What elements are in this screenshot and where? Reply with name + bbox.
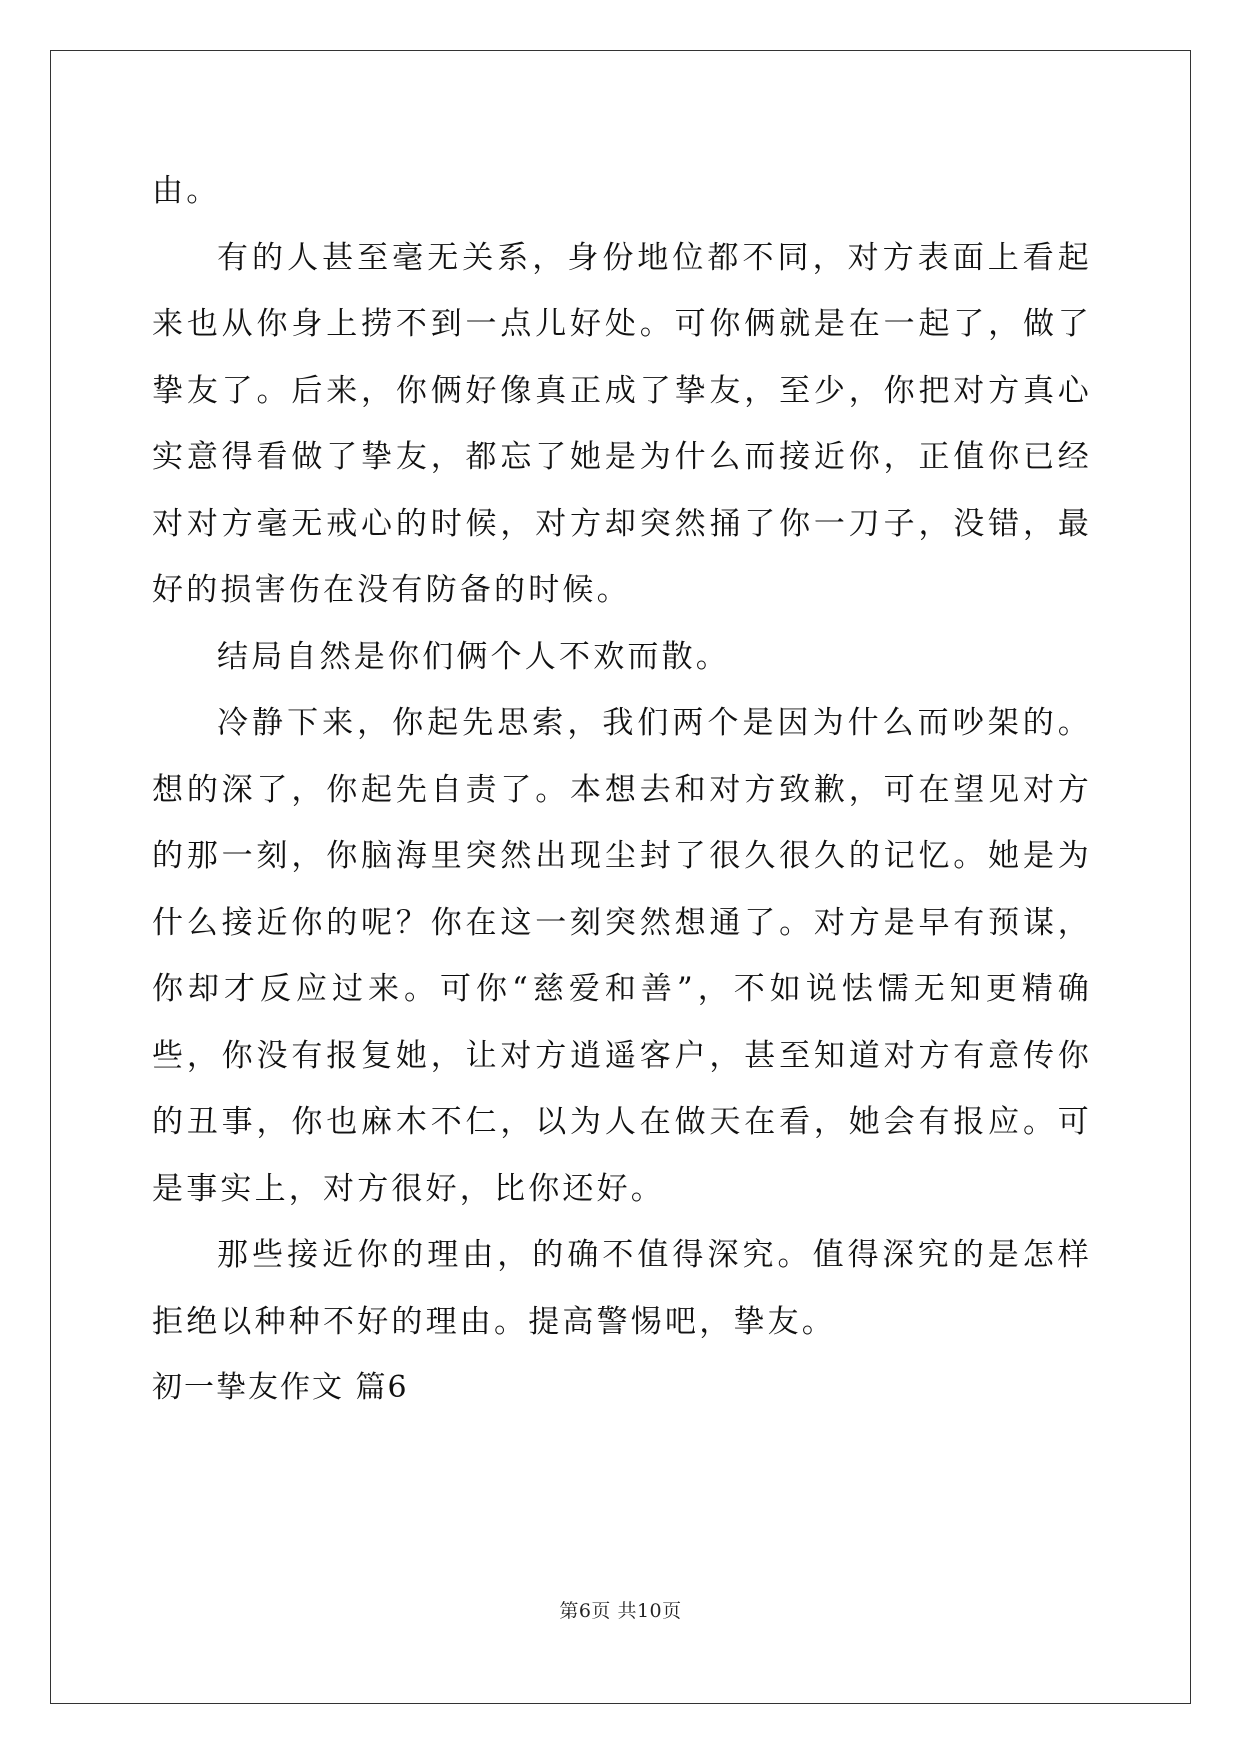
paragraph-continuation: 由。 [152,173,221,209]
section-heading: 初一挚友作文 篇6 [152,1370,409,1405]
paragraph-3: 冷静下来，你起先思索，我们两个是因为什么而吵架的。想的深了，你起先自责了。本想去和对方致歉，可在望见对方的那一刻，你脑海里突然出现尘封了很久很久的记忆。她是为什么接近你的呢？你在这一刻突然想通了。对方是早有预谋，你却才反应过来。可你“慈爱和善”，不如说怯懦无知更精确些，你没有报复她，让对方逍遥客户，甚至知道对方有意传你的丑事，你也麻木不仁，以为人在做天在看，她会有报应。可是事实上，对方很好，比你还好。 [152,705,1092,1207]
paragraph-1: 有的人甚至毫无关系，身份地位都不同，对方表面上看起来也从你身上捞不到一点儿好处。可你俩就是在一起了，做了挚友了。后来，你俩好像真正成了挚友，至少，你把对方真心实意得看做了挚友，都忘了她是为什么而接近你，正值你已经对对方毫无戒心的时候，对方却突然捅了你一刀子，没错，最好的损害伤在没有防备的时候。 [152,239,1092,608]
page-number-footer: 第6页 共10页 [559,1600,682,1622]
document-body [152,158,1092,1422]
paragraph-4: 那些接近你的理由，的确不值得深究。值得深究的是怎样拒绝以种种不好的理由。提高警惕吧，挚友。 [152,1237,1092,1340]
paragraph-2: 结局自然是你们俩个人不欢而散。 [217,638,730,675]
